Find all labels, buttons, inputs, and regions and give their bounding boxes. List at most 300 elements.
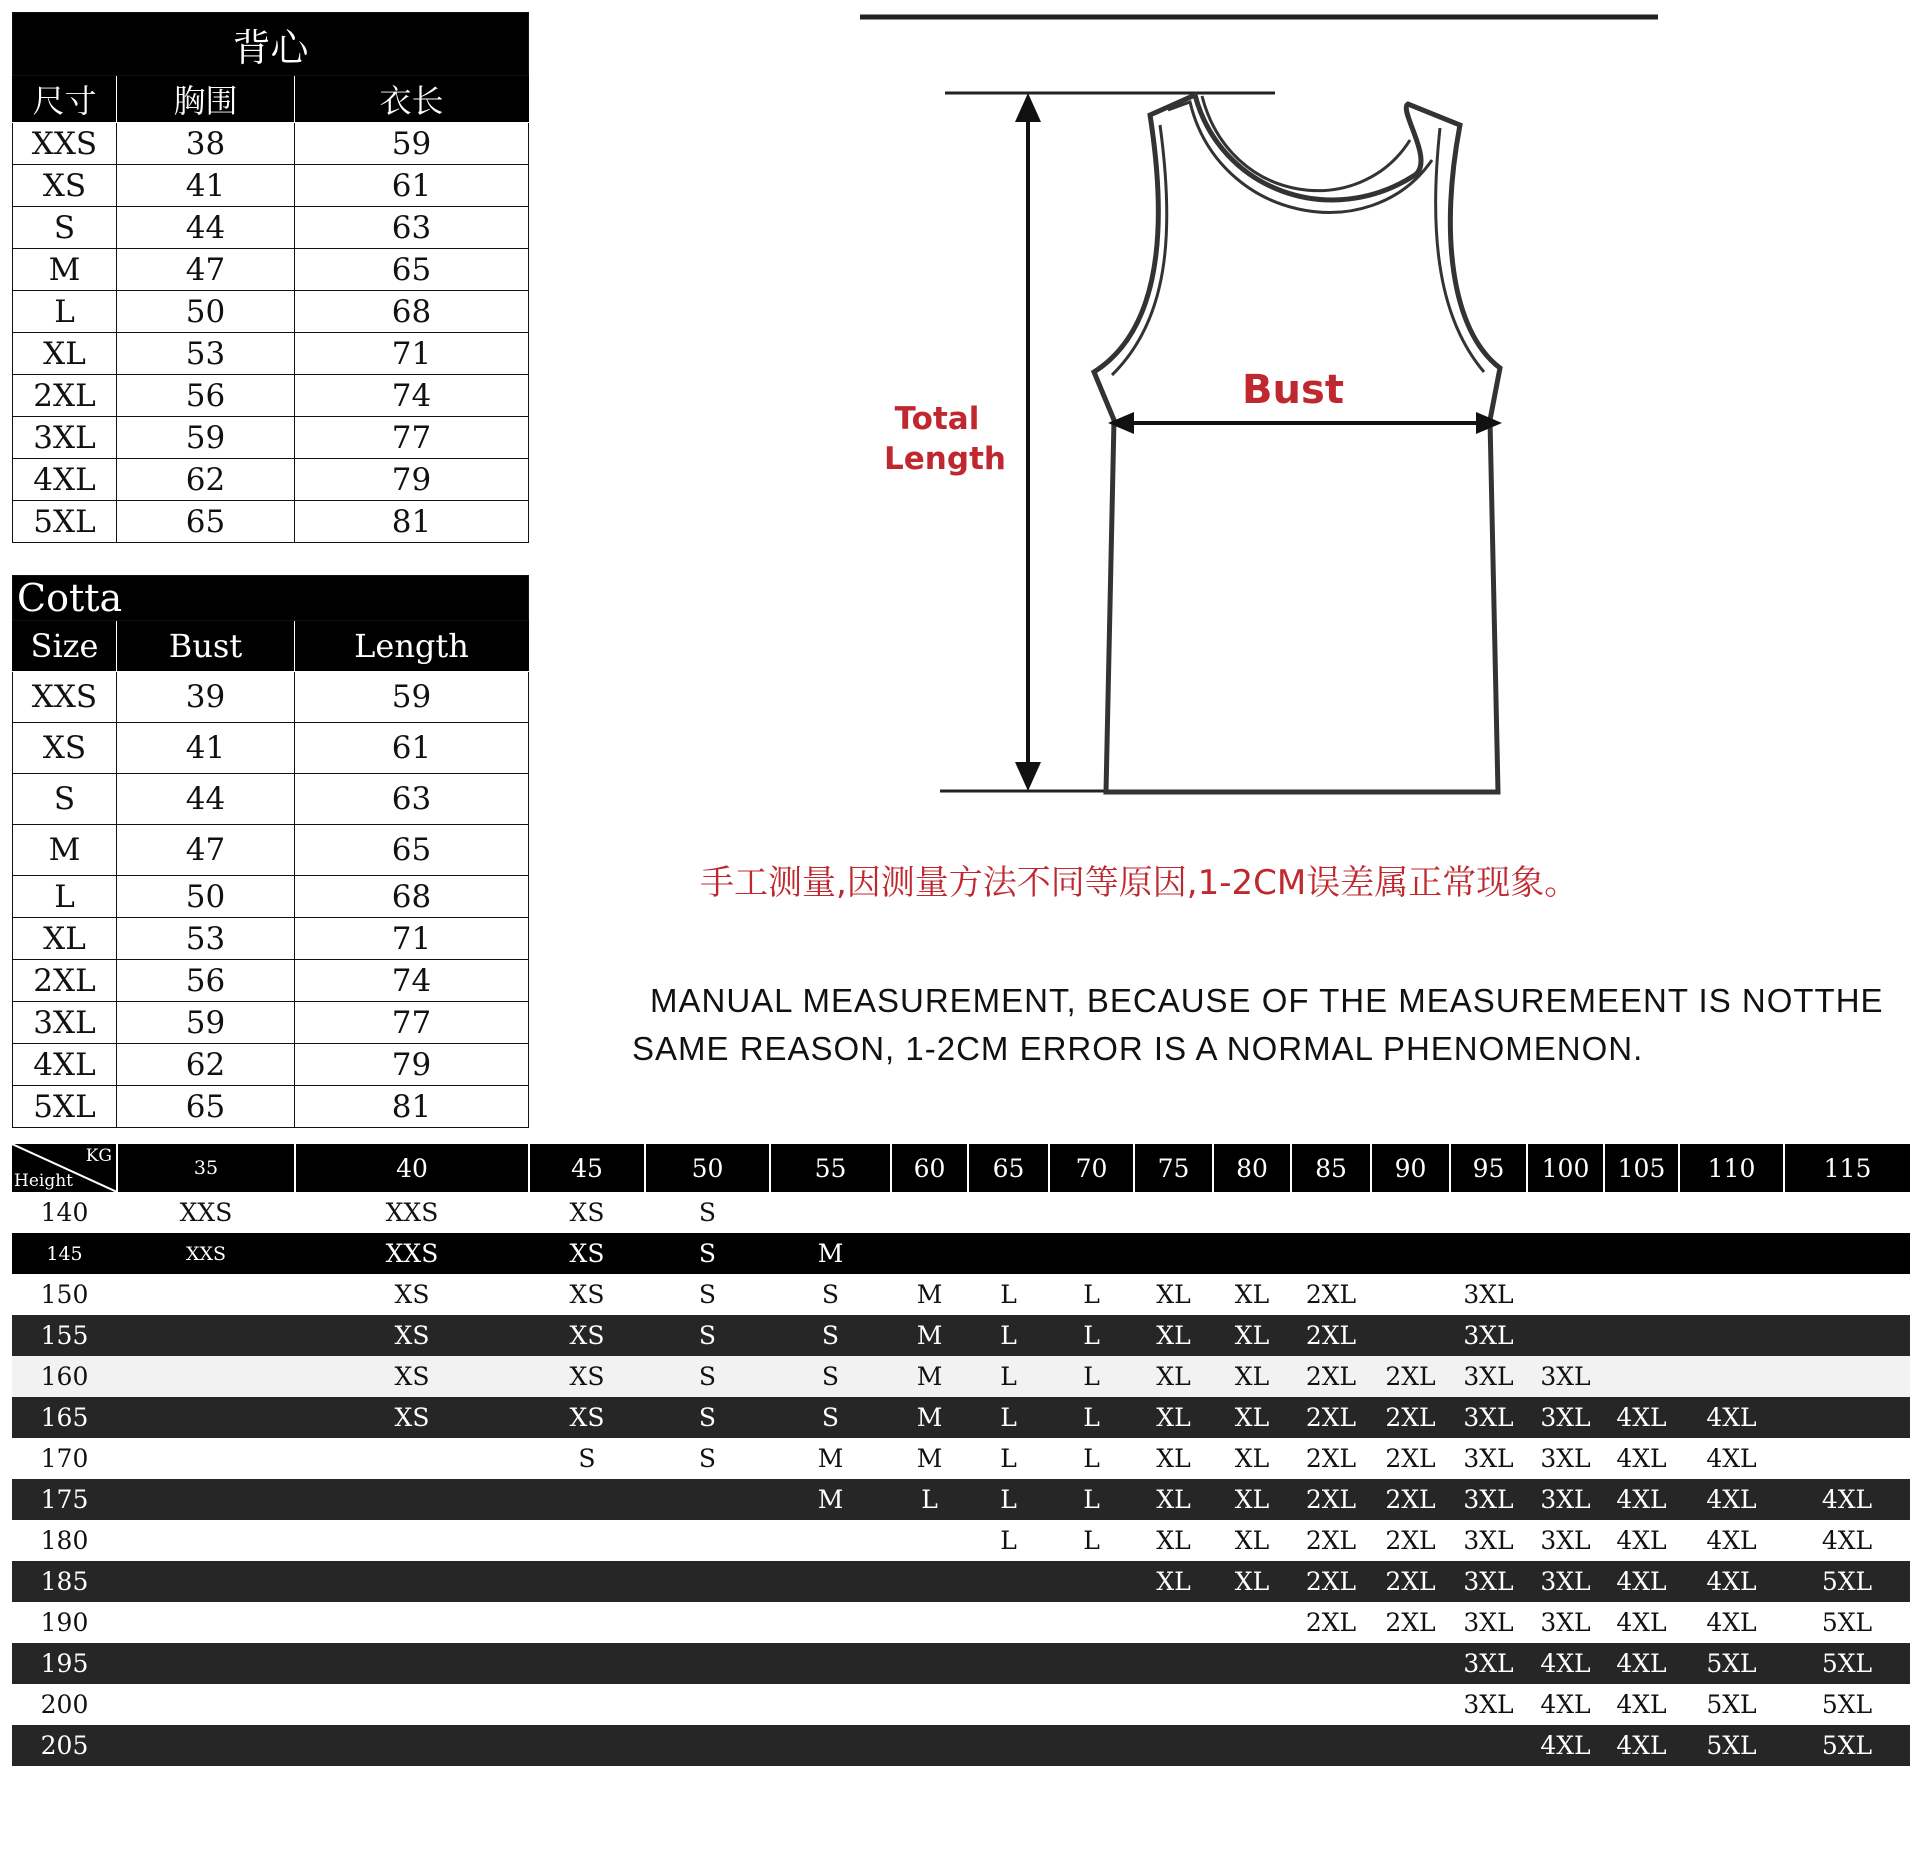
matrix-row bbox=[12, 1315, 1910, 1356]
matrix-size-cell bbox=[968, 1561, 1049, 1602]
bust-label: Bust bbox=[1242, 367, 1344, 413]
cotta-cell-length: 81 bbox=[295, 1086, 529, 1128]
matrix-size-cell: 3XL bbox=[1450, 1684, 1527, 1725]
cotta-table-row bbox=[13, 723, 529, 774]
cotta-cell-size: L bbox=[13, 876, 117, 918]
total-length-label-line1: Total bbox=[894, 401, 980, 437]
vest-table-row bbox=[13, 333, 529, 375]
matrix-size-cell bbox=[1291, 1725, 1371, 1766]
matrix-size-cell bbox=[770, 1561, 891, 1602]
cotta-table-row bbox=[13, 825, 529, 876]
cotta-cell-size: XL bbox=[13, 918, 117, 960]
matrix-weight-header: 85 bbox=[1291, 1144, 1371, 1192]
matrix-size-cell bbox=[529, 1684, 645, 1725]
matrix-size-cell: 2XL bbox=[1291, 1356, 1371, 1397]
matrix-size-cell bbox=[1134, 1725, 1213, 1766]
vest-header-size: 尺寸 bbox=[13, 76, 117, 123]
measurement-note-english-line1: MANUAL MEASUREMENT, BECAUSE OF THE MEASUREMEENT IS NOTTHE bbox=[650, 982, 1884, 1019]
vest-cell-size: M bbox=[13, 249, 117, 291]
matrix-weight-header: 50 bbox=[645, 1144, 770, 1192]
matrix-size-cell: 2XL bbox=[1371, 1520, 1450, 1561]
vest-cell-length: 71 bbox=[295, 333, 529, 375]
matrix-height-cell: 160 bbox=[12, 1356, 117, 1397]
matrix-row bbox=[12, 1643, 1910, 1684]
matrix-size-cell: 4XL bbox=[1604, 1643, 1679, 1684]
matrix-size-cell bbox=[117, 1725, 295, 1766]
matrix-row bbox=[12, 1192, 1910, 1233]
matrix-size-cell: 4XL bbox=[1604, 1684, 1679, 1725]
matrix-size-cell bbox=[1291, 1192, 1371, 1233]
matrix-row bbox=[12, 1233, 1910, 1274]
cotta-cell-length: 79 bbox=[295, 1044, 529, 1086]
matrix-size-cell: L bbox=[1049, 1438, 1134, 1479]
matrix-size-cell bbox=[117, 1356, 295, 1397]
matrix-size-cell: 4XL bbox=[1604, 1397, 1679, 1438]
matrix-size-cell: XL bbox=[1134, 1397, 1213, 1438]
matrix-header-row bbox=[12, 1144, 1910, 1192]
matrix-size-cell: 5XL bbox=[1679, 1684, 1784, 1725]
measurement-note-chinese: 手工测量,因测量方法不同等原因,1-2CM误差属正常现象。 bbox=[700, 863, 1579, 903]
vest-table-row bbox=[13, 123, 529, 165]
vest-cell-size: 4XL bbox=[13, 459, 117, 501]
matrix-size-cell: S bbox=[645, 1356, 770, 1397]
matrix-size-cell bbox=[770, 1520, 891, 1561]
cotta-cell-bust: 65 bbox=[117, 1086, 295, 1128]
matrix-size-cell bbox=[529, 1561, 645, 1602]
matrix-size-cell bbox=[1213, 1602, 1291, 1643]
matrix-size-cell: L bbox=[968, 1397, 1049, 1438]
cotta-cell-length: 74 bbox=[295, 960, 529, 1002]
matrix-row bbox=[12, 1725, 1910, 1766]
matrix-size-cell bbox=[1784, 1315, 1910, 1356]
matrix-weight-header: 90 bbox=[1371, 1144, 1450, 1192]
matrix-size-cell bbox=[1784, 1397, 1910, 1438]
cotta-cell-bust: 59 bbox=[117, 1002, 295, 1044]
cotta-cell-bust: 56 bbox=[117, 960, 295, 1002]
vest-header-bust: 胸围 bbox=[117, 76, 295, 123]
matrix-size-cell: 4XL bbox=[1604, 1602, 1679, 1643]
matrix-size-cell: M bbox=[891, 1315, 968, 1356]
vest-cell-size: XXS bbox=[13, 123, 117, 165]
matrix-size-cell: L bbox=[1049, 1479, 1134, 1520]
matrix-size-cell: 2XL bbox=[1371, 1438, 1450, 1479]
matrix-size-cell: 4XL bbox=[1604, 1479, 1679, 1520]
matrix-height-cell: 190 bbox=[12, 1602, 117, 1643]
matrix-row bbox=[12, 1397, 1910, 1438]
matrix-size-cell: XS bbox=[529, 1397, 645, 1438]
matrix-weight-header: 100 bbox=[1527, 1144, 1604, 1192]
matrix-size-cell: 2XL bbox=[1291, 1315, 1371, 1356]
matrix-weight-header: 40 bbox=[295, 1144, 529, 1192]
matrix-size-cell bbox=[117, 1274, 295, 1315]
matrix-size-cell bbox=[1213, 1192, 1291, 1233]
matrix-size-cell bbox=[117, 1397, 295, 1438]
matrix-weight-header: 115 bbox=[1784, 1144, 1910, 1192]
matrix-size-cell bbox=[891, 1233, 968, 1274]
matrix-size-cell: XXS bbox=[295, 1192, 529, 1233]
matrix-weight-header: 35 bbox=[117, 1144, 295, 1192]
matrix-size-cell bbox=[295, 1725, 529, 1766]
matrix-size-cell: 2XL bbox=[1291, 1397, 1371, 1438]
matrix-size-cell: 4XL bbox=[1604, 1561, 1679, 1602]
cotta-cell-bust: 41 bbox=[117, 723, 295, 774]
matrix-size-cell bbox=[1784, 1438, 1910, 1479]
vest-cell-bust: 53 bbox=[117, 333, 295, 375]
matrix-weight-header: 65 bbox=[968, 1144, 1049, 1192]
matrix-size-cell bbox=[1679, 1192, 1784, 1233]
matrix-size-cell bbox=[1527, 1233, 1604, 1274]
vest-table-row bbox=[13, 501, 529, 543]
matrix-size-cell bbox=[529, 1479, 645, 1520]
matrix-size-cell: 3XL bbox=[1450, 1438, 1527, 1479]
vest-cell-size: S bbox=[13, 207, 117, 249]
vest-table-row bbox=[13, 165, 529, 207]
matrix-size-cell bbox=[891, 1602, 968, 1643]
vest-cell-size: L bbox=[13, 291, 117, 333]
matrix-size-cell bbox=[1527, 1274, 1604, 1315]
matrix-size-cell: M bbox=[770, 1438, 891, 1479]
matrix-size-cell: S bbox=[645, 1274, 770, 1315]
matrix-size-cell bbox=[968, 1602, 1049, 1643]
matrix-size-cell: 4XL bbox=[1527, 1684, 1604, 1725]
cotta-cell-bust: 44 bbox=[117, 774, 295, 825]
cotta-table-row bbox=[13, 960, 529, 1002]
matrix-size-cell: XXS bbox=[117, 1192, 295, 1233]
matrix-size-cell bbox=[1527, 1315, 1604, 1356]
vest-cell-bust: 47 bbox=[117, 249, 295, 291]
matrix-size-cell: L bbox=[968, 1274, 1049, 1315]
vest-table-title: 背心 bbox=[13, 13, 529, 76]
cotta-cell-length: 77 bbox=[295, 1002, 529, 1044]
matrix-size-cell: L bbox=[1049, 1356, 1134, 1397]
matrix-size-cell: XL bbox=[1134, 1520, 1213, 1561]
matrix-size-cell bbox=[1784, 1233, 1910, 1274]
matrix-size-cell bbox=[117, 1479, 295, 1520]
matrix-size-cell bbox=[1371, 1643, 1450, 1684]
matrix-size-cell: S bbox=[770, 1397, 891, 1438]
matrix-size-cell: L bbox=[1049, 1397, 1134, 1438]
matrix-size-cell bbox=[295, 1561, 529, 1602]
matrix-size-cell: S bbox=[770, 1274, 891, 1315]
matrix-size-cell bbox=[1291, 1643, 1371, 1684]
matrix-size-cell: XS bbox=[295, 1397, 529, 1438]
matrix-size-cell: S bbox=[645, 1397, 770, 1438]
cotta-cell-bust: 50 bbox=[117, 876, 295, 918]
matrix-size-cell: XS bbox=[529, 1274, 645, 1315]
matrix-size-cell: 3XL bbox=[1450, 1643, 1527, 1684]
matrix-size-cell bbox=[645, 1725, 770, 1766]
matrix-size-cell: 3XL bbox=[1527, 1479, 1604, 1520]
vest-header-length: 衣长 bbox=[295, 76, 529, 123]
cotta-table-header-row bbox=[13, 621, 529, 672]
matrix-size-cell: XL bbox=[1134, 1561, 1213, 1602]
matrix-size-cell: 3XL bbox=[1450, 1397, 1527, 1438]
vest-cell-size: 3XL bbox=[13, 417, 117, 459]
matrix-weight-header: 75 bbox=[1134, 1144, 1213, 1192]
vest-cell-length: 65 bbox=[295, 249, 529, 291]
matrix-size-cell: S bbox=[645, 1438, 770, 1479]
matrix-size-cell: 4XL bbox=[1784, 1479, 1910, 1520]
vest-cell-bust: 44 bbox=[117, 207, 295, 249]
matrix-size-cell: XS bbox=[295, 1274, 529, 1315]
matrix-row bbox=[12, 1438, 1910, 1479]
matrix-size-cell: L bbox=[1049, 1520, 1134, 1561]
matrix-size-cell bbox=[1213, 1684, 1291, 1725]
cotta-table-row bbox=[13, 672, 529, 723]
matrix-size-cell: XL bbox=[1134, 1274, 1213, 1315]
matrix-size-cell bbox=[1134, 1233, 1213, 1274]
matrix-height-cell: 185 bbox=[12, 1561, 117, 1602]
matrix-size-cell bbox=[117, 1643, 295, 1684]
matrix-size-cell: XL bbox=[1213, 1315, 1291, 1356]
vest-cell-size: XS bbox=[13, 165, 117, 207]
matrix-size-cell: 2XL bbox=[1291, 1561, 1371, 1602]
matrix-size-cell: 3XL bbox=[1527, 1438, 1604, 1479]
matrix-size-cell bbox=[1049, 1684, 1134, 1725]
matrix-size-cell: 3XL bbox=[1527, 1602, 1604, 1643]
matrix-size-cell: 4XL bbox=[1527, 1643, 1604, 1684]
vest-cell-length: 81 bbox=[295, 501, 529, 543]
matrix-size-cell bbox=[1134, 1602, 1213, 1643]
vest-table-row bbox=[13, 375, 529, 417]
matrix-size-cell: 3XL bbox=[1450, 1602, 1527, 1643]
matrix-size-cell bbox=[770, 1602, 891, 1643]
matrix-size-cell bbox=[1784, 1274, 1910, 1315]
matrix-height-cell: 150 bbox=[12, 1274, 117, 1315]
matrix-size-cell bbox=[1049, 1725, 1134, 1766]
matrix-size-cell: L bbox=[968, 1479, 1049, 1520]
matrix-size-cell: XL bbox=[1134, 1356, 1213, 1397]
matrix-size-cell: 3XL bbox=[1450, 1561, 1527, 1602]
matrix-size-cell: L bbox=[968, 1520, 1049, 1561]
cotta-table-row bbox=[13, 1044, 529, 1086]
matrix-size-cell: L bbox=[968, 1438, 1049, 1479]
bust-arrow bbox=[1108, 412, 1502, 434]
matrix-size-cell: 2XL bbox=[1371, 1356, 1450, 1397]
matrix-weight-header: 80 bbox=[1213, 1144, 1291, 1192]
vest-table-header-row bbox=[13, 76, 529, 123]
matrix-size-cell: XS bbox=[529, 1233, 645, 1274]
matrix-weight-header: 95 bbox=[1450, 1144, 1527, 1192]
matrix-size-cell: L bbox=[1049, 1315, 1134, 1356]
matrix-size-cell bbox=[770, 1684, 891, 1725]
matrix-size-cell bbox=[529, 1520, 645, 1561]
vest-cell-bust: 56 bbox=[117, 375, 295, 417]
matrix-size-cell bbox=[1604, 1233, 1679, 1274]
matrix-row bbox=[12, 1274, 1910, 1315]
vest-cell-bust: 65 bbox=[117, 501, 295, 543]
matrix-height-cell: 165 bbox=[12, 1397, 117, 1438]
matrix-size-cell bbox=[1049, 1643, 1134, 1684]
matrix-size-cell bbox=[295, 1684, 529, 1725]
matrix-row bbox=[12, 1684, 1910, 1725]
cotta-cell-length: 63 bbox=[295, 774, 529, 825]
matrix-size-cell: 4XL bbox=[1679, 1602, 1784, 1643]
matrix-size-cell bbox=[1371, 1192, 1450, 1233]
matrix-size-cell bbox=[891, 1192, 968, 1233]
matrix-size-cell: 3XL bbox=[1450, 1274, 1527, 1315]
matrix-size-cell: 5XL bbox=[1784, 1561, 1910, 1602]
vest-table-row bbox=[13, 417, 529, 459]
matrix-size-cell: 5XL bbox=[1784, 1602, 1910, 1643]
matrix-size-cell: 4XL bbox=[1784, 1520, 1910, 1561]
tank-top-outline bbox=[1094, 95, 1500, 792]
matrix-height-cell: 170 bbox=[12, 1438, 117, 1479]
matrix-size-cell: S bbox=[645, 1315, 770, 1356]
matrix-size-cell bbox=[1679, 1356, 1784, 1397]
cotta-cell-size: 5XL bbox=[13, 1086, 117, 1128]
cotta-cell-size: 4XL bbox=[13, 1044, 117, 1086]
total-length-arrow bbox=[1015, 93, 1041, 791]
matrix-size-cell: 3XL bbox=[1450, 1315, 1527, 1356]
matrix-size-cell: 4XL bbox=[1604, 1438, 1679, 1479]
matrix-size-cell: XS bbox=[295, 1356, 529, 1397]
matrix-size-cell bbox=[891, 1561, 968, 1602]
matrix-size-cell: XL bbox=[1213, 1479, 1291, 1520]
matrix-size-cell: 2XL bbox=[1291, 1438, 1371, 1479]
matrix-size-cell: S bbox=[645, 1192, 770, 1233]
matrix-size-cell bbox=[529, 1643, 645, 1684]
matrix-height-cell: 155 bbox=[12, 1315, 117, 1356]
matrix-size-cell: 4XL bbox=[1679, 1561, 1784, 1602]
matrix-size-cell bbox=[968, 1725, 1049, 1766]
matrix-size-cell bbox=[968, 1643, 1049, 1684]
cotta-table-row bbox=[13, 774, 529, 825]
matrix-size-cell: XL bbox=[1213, 1438, 1291, 1479]
matrix-size-cell bbox=[295, 1602, 529, 1643]
matrix-size-cell bbox=[1784, 1356, 1910, 1397]
matrix-row bbox=[12, 1602, 1910, 1643]
matrix-size-cell bbox=[1291, 1233, 1371, 1274]
cotta-cell-bust: 53 bbox=[117, 918, 295, 960]
matrix-size-cell: XL bbox=[1134, 1479, 1213, 1520]
matrix-size-cell bbox=[891, 1684, 968, 1725]
matrix-size-cell: S bbox=[645, 1233, 770, 1274]
matrix-height-cell: 200 bbox=[12, 1684, 117, 1725]
matrix-size-cell bbox=[1213, 1233, 1291, 1274]
vest-cell-size: XL bbox=[13, 333, 117, 375]
matrix-size-cell bbox=[1134, 1643, 1213, 1684]
matrix-size-cell: 2XL bbox=[1371, 1561, 1450, 1602]
matrix-size-cell: L bbox=[1049, 1274, 1134, 1315]
matrix-size-cell bbox=[1604, 1315, 1679, 1356]
cotta-header-length: Length bbox=[295, 621, 529, 672]
matrix-size-cell: XS bbox=[529, 1315, 645, 1356]
matrix-size-cell bbox=[770, 1643, 891, 1684]
matrix-size-cell: 3XL bbox=[1450, 1356, 1527, 1397]
matrix-size-cell bbox=[1604, 1274, 1679, 1315]
matrix-size-cell bbox=[1450, 1725, 1527, 1766]
matrix-size-cell: 3XL bbox=[1450, 1479, 1527, 1520]
matrix-size-cell: 2XL bbox=[1291, 1520, 1371, 1561]
matrix-size-cell bbox=[968, 1192, 1049, 1233]
matrix-size-cell bbox=[1213, 1643, 1291, 1684]
vest-size-table bbox=[12, 12, 529, 543]
matrix-corner-cell bbox=[12, 1144, 117, 1192]
cotta-table-row bbox=[13, 918, 529, 960]
tank-top-diagram bbox=[850, 0, 1670, 810]
matrix-size-cell: XS bbox=[295, 1315, 529, 1356]
matrix-size-cell bbox=[645, 1643, 770, 1684]
matrix-size-cell bbox=[1371, 1725, 1450, 1766]
matrix-size-cell: 2XL bbox=[1371, 1397, 1450, 1438]
matrix-size-cell bbox=[295, 1479, 529, 1520]
matrix-size-cell: 2XL bbox=[1371, 1602, 1450, 1643]
matrix-size-cell: M bbox=[891, 1356, 968, 1397]
matrix-size-cell bbox=[1371, 1233, 1450, 1274]
matrix-size-cell bbox=[295, 1643, 529, 1684]
matrix-size-cell: S bbox=[529, 1438, 645, 1479]
vest-table-row bbox=[13, 459, 529, 501]
matrix-size-cell bbox=[891, 1643, 968, 1684]
matrix-size-cell: 2XL bbox=[1291, 1602, 1371, 1643]
cotta-cell-size: XXS bbox=[13, 672, 117, 723]
matrix-size-cell: M bbox=[891, 1438, 968, 1479]
matrix-height-cell: 175 bbox=[12, 1479, 117, 1520]
cotta-cell-bust: 39 bbox=[117, 672, 295, 723]
matrix-size-cell bbox=[891, 1520, 968, 1561]
matrix-size-cell bbox=[645, 1520, 770, 1561]
matrix-size-cell: S bbox=[770, 1356, 891, 1397]
matrix-weight-header: 60 bbox=[891, 1144, 968, 1192]
matrix-size-cell: 5XL bbox=[1679, 1643, 1784, 1684]
matrix-size-cell bbox=[117, 1520, 295, 1561]
matrix-size-cell bbox=[117, 1315, 295, 1356]
matrix-size-cell bbox=[1371, 1684, 1450, 1725]
matrix-size-cell: 3XL bbox=[1527, 1397, 1604, 1438]
matrix-size-cell: 2XL bbox=[1291, 1479, 1371, 1520]
matrix-size-cell bbox=[117, 1561, 295, 1602]
matrix-size-cell: 4XL bbox=[1604, 1520, 1679, 1561]
matrix-size-cell: L bbox=[968, 1356, 1049, 1397]
matrix-size-cell bbox=[117, 1438, 295, 1479]
matrix-size-cell bbox=[1134, 1192, 1213, 1233]
cotta-table-title: Cotta bbox=[13, 576, 529, 621]
cotta-cell-size: S bbox=[13, 774, 117, 825]
matrix-size-cell: 5XL bbox=[1784, 1643, 1910, 1684]
cotta-cell-size: 2XL bbox=[13, 960, 117, 1002]
matrix-size-cell bbox=[1371, 1274, 1450, 1315]
matrix-size-cell: XL bbox=[1213, 1356, 1291, 1397]
cotta-table-row bbox=[13, 1002, 529, 1044]
matrix-weight-header: 70 bbox=[1049, 1144, 1134, 1192]
cotta-cell-bust: 62 bbox=[117, 1044, 295, 1086]
matrix-size-cell: 2XL bbox=[1291, 1274, 1371, 1315]
cotta-cell-length: 65 bbox=[295, 825, 529, 876]
matrix-size-cell bbox=[295, 1520, 529, 1561]
matrix-size-cell: XXS bbox=[117, 1233, 295, 1274]
cotta-cell-bust: 47 bbox=[117, 825, 295, 876]
matrix-height-cell: 145 bbox=[12, 1233, 117, 1274]
vest-cell-length: 79 bbox=[295, 459, 529, 501]
matrix-size-cell: 4XL bbox=[1679, 1520, 1784, 1561]
matrix-size-cell: XXS bbox=[295, 1233, 529, 1274]
matrix-size-cell: XS bbox=[529, 1192, 645, 1233]
cotta-cell-length: 59 bbox=[295, 672, 529, 723]
vest-cell-length: 74 bbox=[295, 375, 529, 417]
cotta-table-row bbox=[13, 1086, 529, 1128]
vest-table-row bbox=[13, 207, 529, 249]
vest-cell-bust: 62 bbox=[117, 459, 295, 501]
vest-cell-size: 2XL bbox=[13, 375, 117, 417]
matrix-size-cell bbox=[1049, 1561, 1134, 1602]
cotta-size-table bbox=[12, 575, 529, 1128]
matrix-size-cell: XL bbox=[1213, 1274, 1291, 1315]
matrix-size-cell: M bbox=[770, 1479, 891, 1520]
matrix-size-cell bbox=[968, 1684, 1049, 1725]
matrix-weight-header: 55 bbox=[770, 1144, 891, 1192]
cotta-cell-size: 3XL bbox=[13, 1002, 117, 1044]
